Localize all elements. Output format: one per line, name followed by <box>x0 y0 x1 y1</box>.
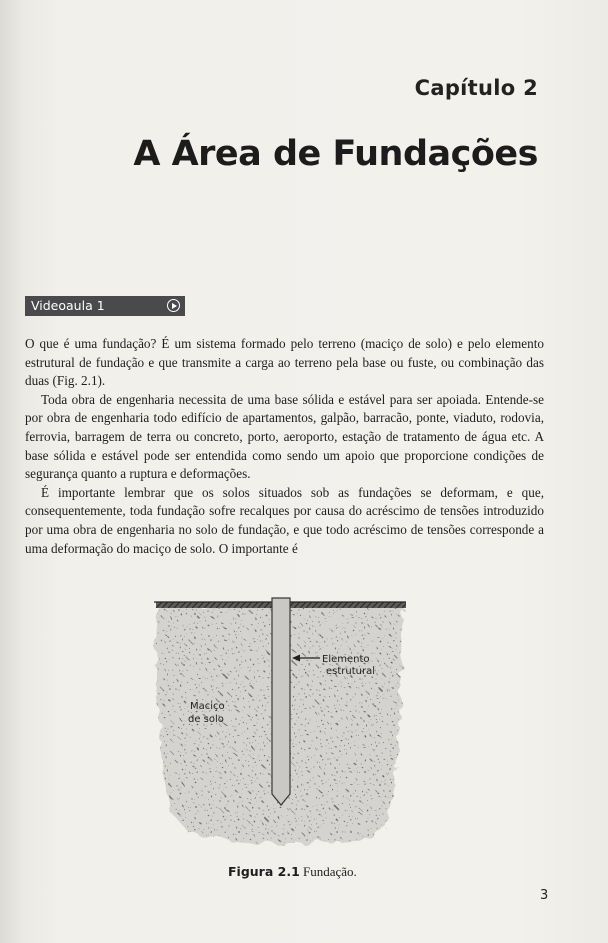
body-text <box>25 335 544 558</box>
paragraph-1: O que é uma fundação? É um sistema formado pelo terreno (maciço de solo) e pelo elemento estrutural de fundação e que transmite a carga ao terreno pela base ou fuste, ou combinação das duas (Fig. 2.1). <box>25 336 544 389</box>
soil-label-line1: Maciço <box>190 701 225 712</box>
soil-label-line2: de solo <box>188 714 224 725</box>
paragraph-2: Toda obra de engenharia necessita de uma base sólida e estável para ser apoiada. Entende-se por obra de engenharia todo edifício de apartamentos, galpão, barracão, ponte, viaduto, rodovia, ferrovia, barragem de terra ou concreto, porto, aeroporto, estação de tratamento de água etc. A base sólida e estável pode ser entendida como sendo um apoio que proporcione condições de segurança quanto a ruptura e deformações. <box>25 391 544 482</box>
page-number: 3 <box>540 888 549 903</box>
element-label-line2: estrutural <box>326 666 376 677</box>
foundation-figure <box>150 596 412 846</box>
caption-text: Fundação. <box>299 864 357 879</box>
video-lesson-bar[interactable] <box>25 296 185 316</box>
caption-label: Figura 2.1 <box>228 864 300 879</box>
chapter-label: Capítulo 2 <box>414 76 538 100</box>
video-lesson-label: Videoaula 1 <box>31 298 105 313</box>
paragraph-3: É importante lembrar que os solos situados sob as fundações se deformam, e que, consequentemente, toda fundação sofre recalques por causa do acréscimo de tensões introduzido por uma obra de engenharia no solo de fundação, e que todo acréscimo de tensões corresponde a uma deformação do maciço de solo. O importante é <box>25 484 544 556</box>
element-label-line1: Elemento <box>322 654 370 665</box>
play-circle-icon[interactable] <box>167 299 180 312</box>
figure-caption <box>228 864 357 880</box>
pile-element <box>272 598 290 805</box>
chapter-title: A Área de Fundações <box>133 134 538 174</box>
